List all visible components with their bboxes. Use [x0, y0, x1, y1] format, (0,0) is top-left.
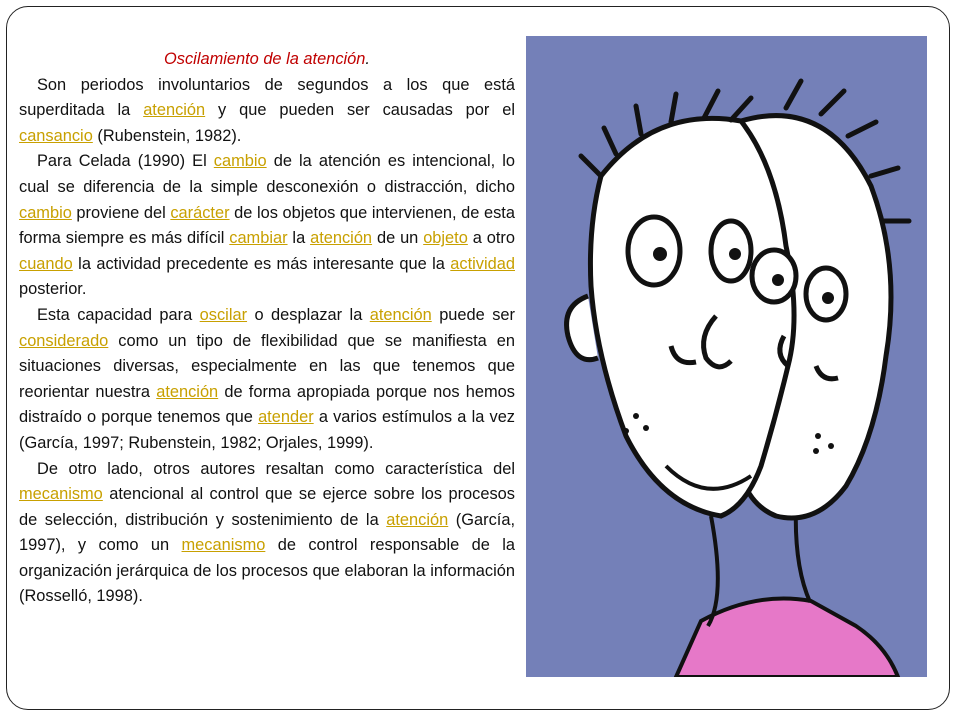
two-faced-head-cartoon [526, 36, 927, 677]
hyperlink[interactable]: cambio [213, 152, 267, 171]
hyperlink[interactable]: atención [310, 229, 373, 248]
text-run: y que pueden ser causadas por el [205, 101, 515, 120]
text-run: atencional al control que se ejerce sobre los procesos de selección, distribución y sostenimiento de la [19, 485, 515, 529]
text-run: de control responsable de la organización jerárquica de los procesos que elaboran la información (Rosselló, 1998). [19, 536, 515, 606]
text-run: de un [372, 229, 424, 248]
text-run: Esta capacidad para [37, 305, 200, 324]
text-run: (Rubenstein, 1982). [92, 126, 242, 145]
paragraph-2 [19, 149, 515, 303]
hyperlink[interactable]: objeto [423, 229, 468, 248]
text-run: Son periodos involuntarios de segundos a los que está superditada la [19, 75, 515, 120]
paragraph-3 [19, 303, 515, 457]
text-run: a otro [467, 229, 515, 248]
hyperlink[interactable]: actividad [450, 254, 515, 273]
hyperlink[interactable]: atender [258, 408, 314, 427]
text-block [19, 47, 515, 610]
hyperlink[interactable]: cambiar [229, 229, 288, 248]
paragraph-1 [19, 73, 515, 150]
text-run: proviene del [71, 203, 171, 222]
text-run: o desplazar la [247, 305, 370, 324]
title-dot: . [365, 50, 370, 68]
text-run: de forma apropiada porque nos hemos distraído o porque tenemos que [19, 382, 515, 427]
hyperlink[interactable]: carácter [170, 203, 230, 222]
text-run: la actividad precedente es más interesante que la [72, 254, 451, 273]
text-run: como un tipo de flexibilidad que se manifiesta en situaciones diversas, especialmente en las que tenemos que reorientar nuestra [19, 331, 515, 401]
text-run: Para Celada (1990) El [37, 152, 214, 171]
text-run: (García, 1997), y como un [19, 510, 515, 555]
cartoon-icon [526, 36, 927, 677]
hyperlink[interactable]: atención [156, 382, 219, 401]
text-run: posterior. [19, 280, 87, 299]
hyperlink[interactable]: cuando [19, 254, 73, 273]
text-run: la [287, 229, 311, 248]
hyperlink[interactable]: mecanismo [181, 536, 266, 555]
paragraph-4 [19, 457, 515, 611]
slide [6, 6, 950, 710]
hyperlink[interactable]: atención [386, 510, 449, 529]
hyperlink[interactable]: cambio [19, 203, 72, 222]
hyperlink[interactable]: considerado [19, 331, 109, 350]
text-run: puede ser [431, 305, 515, 324]
hyperlink[interactable]: atención [369, 305, 432, 324]
paragraphs [19, 73, 515, 610]
title-text: Oscilamiento de la atención [164, 50, 366, 68]
text-run: a varios estímulos a la vez (García, 1997; Rubenstein, 1982; Orjales, 1999). [19, 408, 516, 452]
hyperlink[interactable]: cansancio [19, 126, 93, 145]
hyperlink[interactable]: mecanismo [19, 485, 103, 504]
text-run: De otro lado, otros autores resaltan como característica del [37, 459, 515, 478]
text-run: de los objetos que intervienen, de esta forma siempre es más difícil [19, 203, 515, 248]
hyperlink[interactable]: atención [143, 101, 206, 120]
slide-title [19, 47, 515, 73]
text-run: de la atención es intencional, lo cual se diferencia de la simple desconexión o distracción, dicho [19, 152, 515, 196]
hyperlink[interactable]: oscilar [199, 305, 248, 324]
